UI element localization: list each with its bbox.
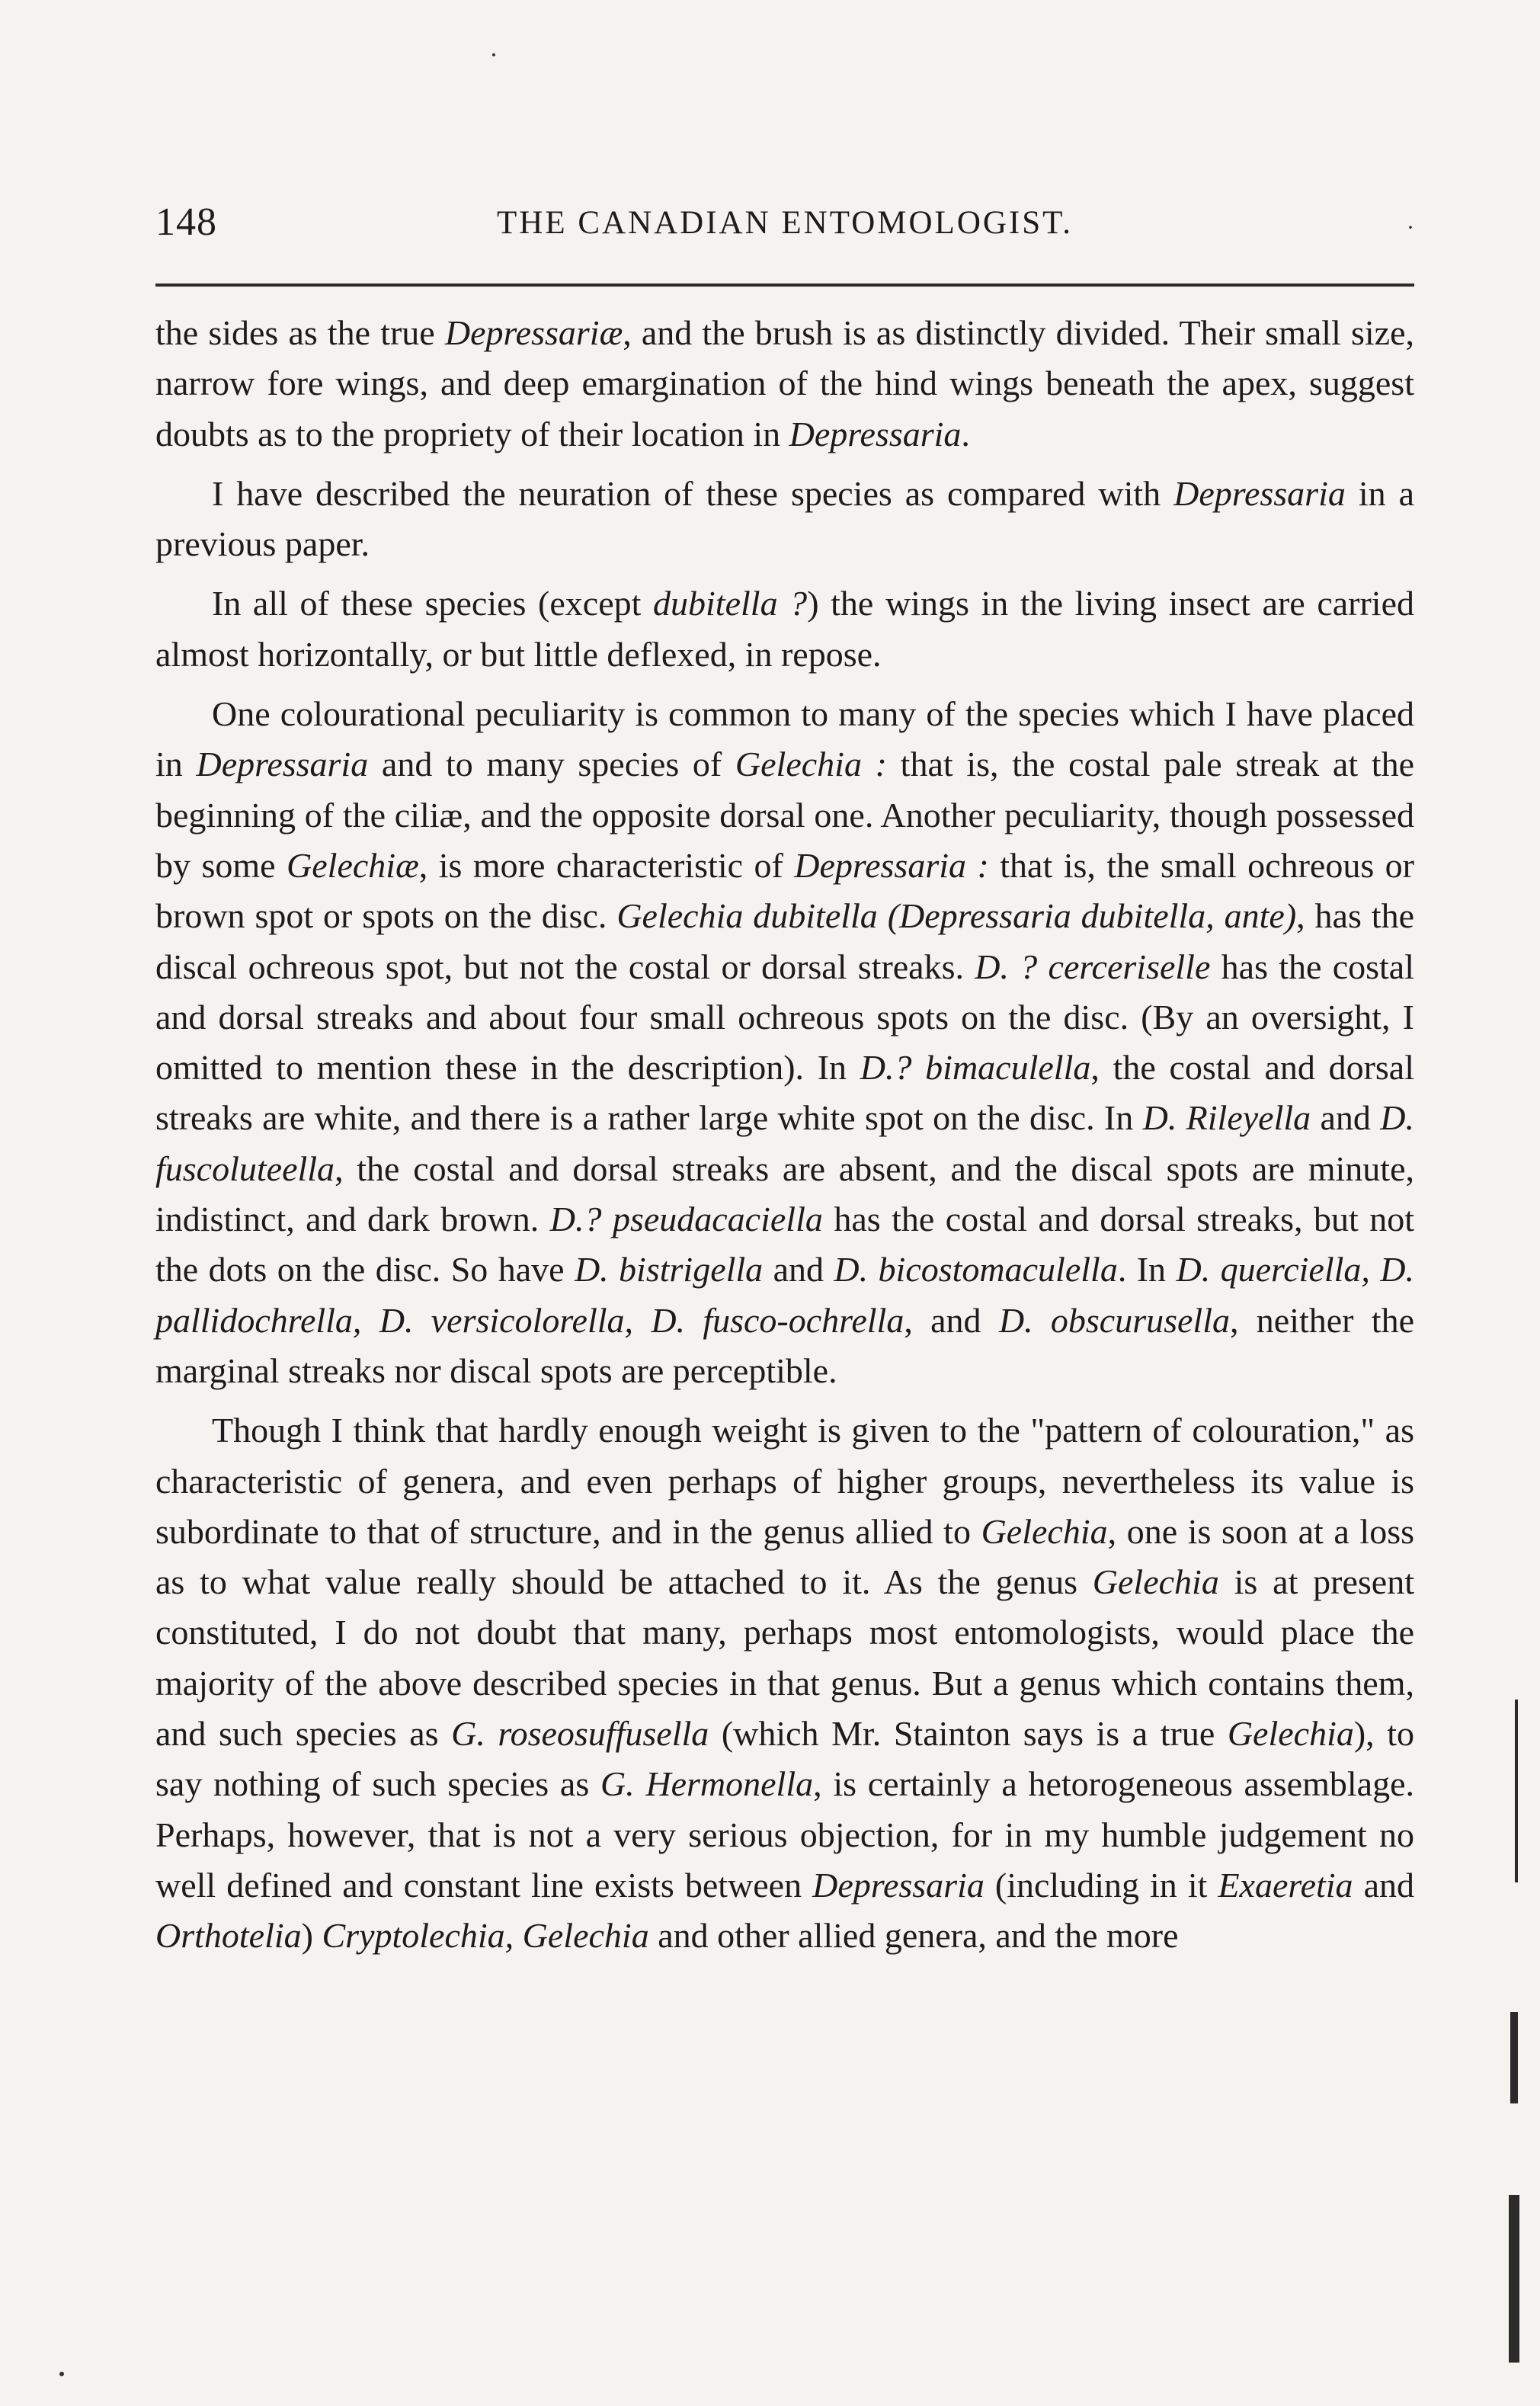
- margin-scan-mark: [1515, 1700, 1518, 1882]
- text-run: has the costal and dorsal streaks and about four small ochreous spots on the disc. (By an oversight, I omitted to mention these in the description). In: [155, 947, 1414, 1088]
- species-name: Gelechia: [981, 1511, 1108, 1551]
- paragraph: [155, 308, 1414, 460]
- running-title: THE CANADIAN ENTOMOLOGIST.: [497, 205, 1073, 241]
- text-run: in a previous paper.: [155, 473, 1414, 564]
- species-name: Cryptolechia, Gelechia: [322, 1916, 649, 1956]
- species-name: Depressariæ: [444, 313, 623, 352]
- text-run: , the costal and dorsal streaks are white, and there is a rather large white spot on the disc. In: [155, 1048, 1415, 1138]
- text-run: that is, the costal pale streak at the beginning of the ciliæ, and the opposite dorsal one. Another peculiarity, though possessed by some: [155, 745, 1415, 885]
- text-run: and to many species of: [368, 745, 735, 784]
- species-name: G. Hermonella: [600, 1764, 814, 1804]
- margin-scan-mark: [1510, 2012, 1518, 2103]
- header-rule: [155, 284, 1414, 287]
- species-name: dubitella ?: [653, 584, 808, 623]
- margin-speck: [492, 53, 495, 56]
- text-run: ), to say nothing of such species as: [155, 1714, 1415, 1804]
- text-run: , and the brush is as distinctly divided. Their small size, narrow fore wings, and deep emargination of the hind wings beneath the apex, suggest doubts as to the propriety of their location in: [155, 313, 1414, 453]
- margin-scan-mark: [1509, 2195, 1519, 2363]
- species-name: Depressaria: [1173, 473, 1346, 513]
- species-name: Gelechia :: [735, 745, 887, 784]
- text-run: One colourational peculiarity is common to many of the species which I have placed in: [155, 694, 1414, 784]
- text-run: , is certainly a hetorogeneous assemblage. Perhaps, however, that is not a very serious objection, for in my humble judgement no well defined and constant line exists between: [155, 1764, 1414, 1905]
- text-run: and: [1353, 1865, 1415, 1905]
- text-run: , neither the marginal streaks nor discal spots are perceptible.: [155, 1300, 1414, 1390]
- text-run: has the costal and dorsal streaks, but not the dots on the disc. So have: [155, 1200, 1414, 1290]
- species-name: Gelechia dubitella (Depressaria dubitella, ante): [616, 896, 1297, 936]
- text-run: and: [763, 1250, 834, 1290]
- species-name: D. bistrigella: [574, 1250, 764, 1290]
- text-run: ): [301, 1916, 322, 1956]
- species-name: Depressaria: [812, 1865, 985, 1905]
- species-name: Gelechiæ: [287, 845, 419, 885]
- species-name: G. roseosuffusella: [451, 1714, 709, 1754]
- text-run: Though I think that hardly enough weight is given to the "pattern of colouration," as characteristic of genera, and even perhaps of higher groups, nevertheless its value is subordinate to that of structure, and in the genus allied to: [155, 1411, 1414, 1551]
- species-name: Gelechia: [1227, 1714, 1354, 1754]
- species-name: Depressaria :: [794, 845, 989, 885]
- text-run: , is more characteristic of: [418, 845, 795, 885]
- species-name: Orthotelia: [155, 1916, 302, 1956]
- text-run: .: [961, 414, 970, 453]
- species-name: D. bicostomaculella: [834, 1250, 1118, 1290]
- margin-speck: [59, 2372, 64, 2376]
- text-run: and other allied genera, and the more: [648, 1916, 1179, 1956]
- page-number: 148: [155, 200, 217, 244]
- text-run: . In: [1117, 1250, 1177, 1290]
- paragraph: [155, 689, 1414, 1396]
- species-name: D. Rileyella: [1142, 1098, 1311, 1138]
- text-run: , has the discal ochreous spot, but not the costal or dorsal streaks.: [155, 896, 1414, 986]
- body-text: [155, 308, 1414, 1971]
- text-run: , the costal and dorsal streaks are absent, and the discal spots are minute, indistinct, and dark brown.: [155, 1149, 1414, 1239]
- species-name: Gelechia: [1092, 1562, 1219, 1602]
- species-name: Depressaria: [789, 414, 962, 453]
- text-run: ) the wings in the living insect are carried almost horizontally, or but little deflexed, in repose.: [155, 584, 1414, 674]
- species-name: D. ? cerceriselle: [975, 947, 1211, 986]
- species-name: D. obscurusella: [998, 1300, 1230, 1340]
- species-name: Depressaria: [196, 745, 369, 784]
- text-run: , one is soon at a loss as to what value really should be attached to it. As the genus: [155, 1511, 1415, 1602]
- text-run: In all of these species (except: [212, 584, 654, 623]
- text-run: that is, the small ochreous or brown spot or spots on the disc.: [155, 845, 1414, 936]
- species-name: D.? bimaculella: [860, 1048, 1091, 1088]
- header-mark: ·: [1407, 215, 1414, 240]
- species-name: D.? pseudacaciella: [549, 1200, 823, 1239]
- species-name: D. querciella, D. pallidochrella, D. versicolorella, D. fusco-ochrella: [155, 1250, 1415, 1340]
- text-run: is at present constituted, I do not doubt that many, perhaps most entomologists, would place the majority of the above described species in that genus. But a genus which contains them, and such species as: [155, 1562, 1415, 1754]
- text-run: (which Mr. Stainton says is a true: [709, 1714, 1228, 1754]
- text-run: I have described the neuration of these species as compared with: [212, 473, 1174, 513]
- text-run: and: [1311, 1098, 1381, 1138]
- species-name: Exaeretia: [1218, 1865, 1353, 1905]
- page-header: [155, 200, 1414, 253]
- text-run: (including in it: [984, 1865, 1218, 1905]
- text-run: the sides as the true: [155, 313, 445, 352]
- text-run: , and: [904, 1300, 999, 1340]
- species-name: D. fuscoluteella: [155, 1098, 1414, 1188]
- paragraph: [155, 578, 1414, 680]
- paragraph: [155, 469, 1414, 570]
- paragraph: [155, 1405, 1414, 1961]
